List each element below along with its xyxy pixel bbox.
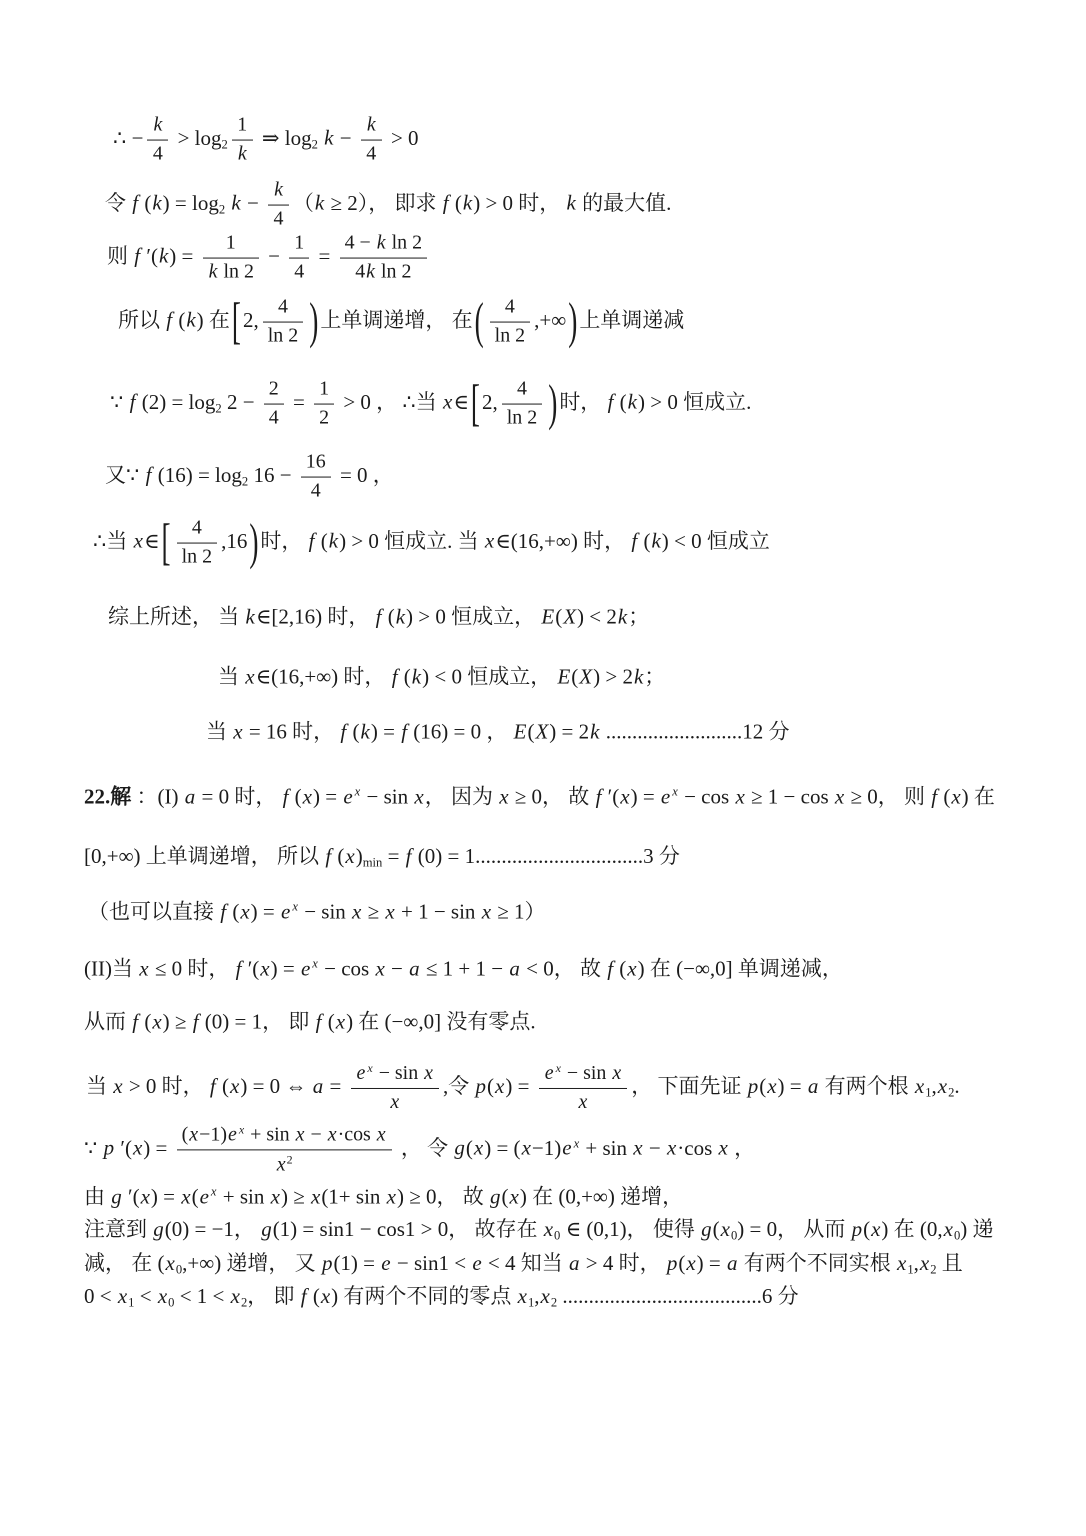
math-line-13: （也可以直接 f (x) = e $^x$ − sin x ≥ x + 1 − sin x ≥ 1） — [88, 899, 546, 924]
math-line-4: 所以 f (k) 在[2, $\frac{4}{\ln 2}$ )上单调递增， 在( $\frac{4}{\ln 2}$ ,+∞)上单调递减 — [118, 293, 685, 349]
math-line-3: 则 f ′(k) = $\frac{1}{\text{k ln 2}}$ − $\frac{1}{4}$ = $\frac{\text{4 − k ln 2}}{\text{4k ln 2}}$ — [107, 232, 431, 285]
math-line-6: 又∵ f $(16) = \log_2 16$ − $\frac{16}{4}$ = 0 ， — [105, 450, 394, 502]
math-line-7: ∴当 x∈[ $\frac{4}{\ln 2}$ ,16)时， f (k) > 0 恒成立. 当 x∈(16,+∞) 时， f (k) < 0 恒成立 — [93, 514, 770, 570]
math-line-14: (II)当 x ≤ 0 时， f ′(x) = e $^x$ − cos x − a ≤ 1 + 1 − a < 0， 故 f (x) 在 (−∞,0] 单调递减， — [84, 956, 843, 981]
math-line-12: [0,+∞) 上单调递增， 所以 f $(x)_{min} = f$ (0) = 1................................3 分 — [84, 843, 680, 870]
math-line-2: 令 f $(k) = \log_2 k$ − $\frac{k}{4}$ （k ≥ 2）， 即求 f (k) > 0 时， k 的最大值. — [105, 178, 672, 230]
math-line-17: ∵ p ′(x) = $\frac{(x-1)e ^x + \sin x - x\cdot\cos x}{x^2}$ ， 令 g(x) = (x−1)e $^x$ + sin x − x·cos x ， — [84, 1122, 756, 1176]
math-line-10: 当 x = 16 时， f (k) = f (16) = 0 ， E(X) = 2k ..........................12 分 — [206, 719, 790, 744]
math-line-18: 由 g ′(x) = x(e $^x$ + sin x) ≥ x(1+ sin x) ≥ 0， 故 g(x) 在 (0,+∞) 递增， — [84, 1184, 684, 1209]
math-line-15: 从而 f (x) ≥ f (0) = 1， 即 f (x) 在 (−∞,0] 没有零点. — [84, 1009, 536, 1034]
math-line-20: 减， 在 $(x_0,+\infty)$ 递增， 又 p(1) = e − sin1 < e < 4 知当 a > 4 时， p(x) = a 有两个不同实根 $x_1,x_2$ 且 — [84, 1250, 963, 1277]
math-line-16: 当 x > 0 时， f (x) = 0 ⇔ a = $\frac{e ^x - \sin x}{x}$ ,令 p(x) = $\frac{e ^x - \sin x}{x}$ ， 下面先证 p(x) = a 有两个根 $x_1,x_2$. — [86, 1060, 960, 1114]
math-line-11: 22.解 ：(I) a = 0 时， f (x) = e $^x$ − sin x， 因为 x ≥ 0， 故 f ′(x) = e $^x$ − cos x ≥ 1 − cos x ≥ 0， 则 f (x) 在 — [84, 784, 995, 809]
math-line-19: 注意到 g(0) = −1， g(1) = sin1 − cos1 > 0， 故存在 $x_0$ ∈ (0,1)， 使得 $g(x_0) = 0$， 从而 p(x) 在 $(0,x_0)$ 递 — [84, 1216, 994, 1243]
math-line-1: ∴ − $\frac{k}{4}$ > $\log_2$ $\frac{1}{k}$ ⇒ $\log_2 k$ − $\frac{k}{4}$ > 0 — [113, 113, 419, 165]
math-line-8: 综上所述， 当 k∈[2,16) 时， f (k) > 0 恒成立， E(X) < 2k； — [108, 604, 650, 629]
math-line-21: $0 < x_1 < x_0 < 1 < x_2$， 即 f (x) 有两个不同的零点 $x_1,x_2$ ......................................6 分 — [84, 1283, 799, 1310]
math-line-5: ∵ f $(2) = \log_2 2$ − $\frac{2}{4}$ = $\frac{1}{2}$ > 0 ， ∴当 x∈[2, $\frac{4}{\ln 2}$ )时， f (k) > 0 恒成立. — [110, 375, 752, 431]
math-line-9: 当 x∈(16,+∞) 时， f (k) < 0 恒成立， E(X) > 2k； — [218, 664, 666, 689]
